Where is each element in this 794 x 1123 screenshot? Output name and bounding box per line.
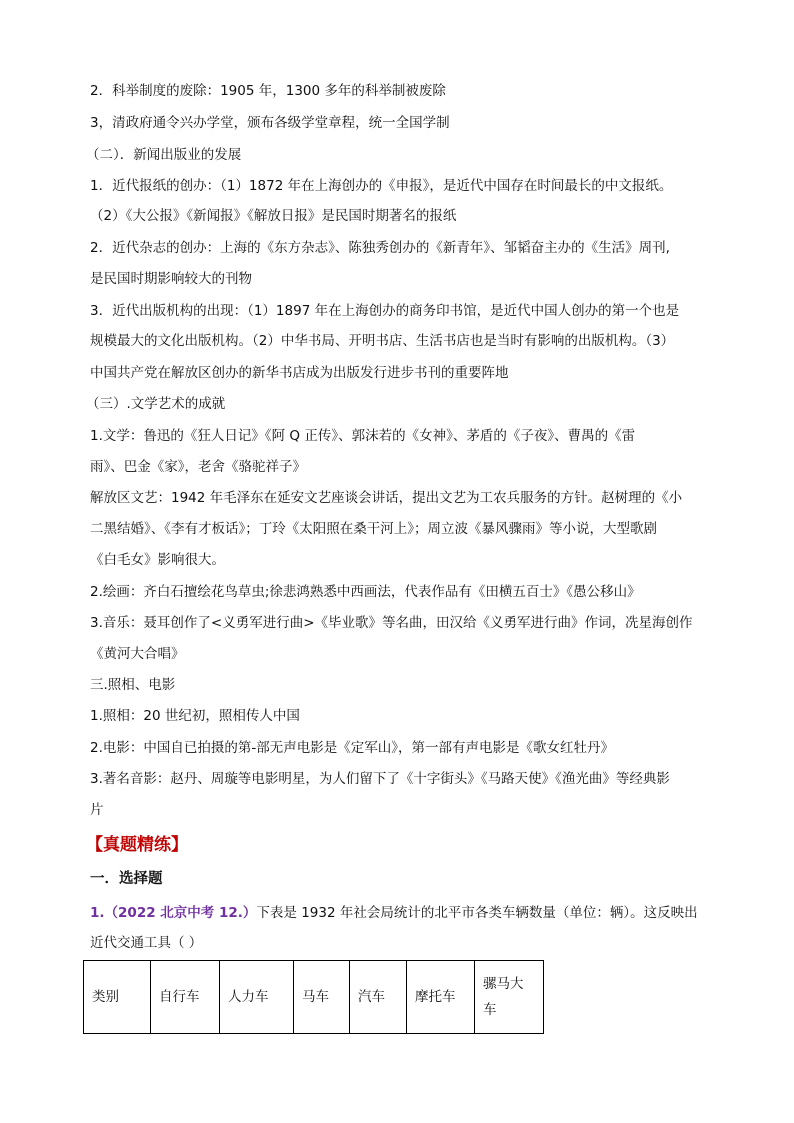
- table-row: [84, 961, 544, 1034]
- question-text-line-2: 近代交通工具（ ）: [90, 935, 203, 951]
- text-line: 2.电影：中国自已拍摄的第-部无声电影是《定军山》，第一部有声电影是《歌女红牡丹》: [90, 740, 615, 756]
- text-line: （2）《大公报》《新闻报》《解放日报》是民国时期著名的报纸: [90, 208, 457, 224]
- text-line: 《黄河大合唱》: [90, 646, 185, 662]
- text-line: 中国共产党在解放区创办的新华书店成为出版发行进步书刊的重要阵地: [90, 365, 509, 381]
- question-1: [90, 903, 730, 923]
- table-header-cell: 汽车: [350, 961, 407, 1034]
- table-header-cell: 摩托车: [407, 961, 475, 1034]
- subheading: （二）．新闻出版业的发展: [86, 147, 242, 163]
- table-header-cell: 骡马大车: [475, 961, 544, 1034]
- question-type-heading: 一．选择题: [90, 871, 163, 887]
- subheading: （三）.文学艺术的成就: [86, 396, 226, 412]
- question-source: （2022 北京中考 12.）: [104, 905, 257, 921]
- text-line: 2．近代杂志的创办：上海的《东方杂志》、陈独秀创办的《新青年》、邹韬奋主办的《生活》周刊,: [90, 240, 670, 256]
- text-line: 1．近代报纸的创办：（1）1872 年在上海创办的《申报》，是近代中国存在时间最长的中文报纸。: [90, 178, 673, 194]
- text-line: 雨》、巴金《家》，老舍《骆驼祥子》: [90, 459, 306, 475]
- text-line: 二黑结婚》、《李有才板话》；丁玲《太阳照在桑干河上》；周立波《暴风骤雨》等小说，大型歌剧: [90, 521, 657, 537]
- text-line: 3，清政府通令兴办学堂，颁布各级学堂章程，统一全国学制: [90, 115, 450, 131]
- text-line: 片: [90, 802, 104, 818]
- table-header-cell: 人力车: [220, 961, 294, 1034]
- table-header-cell: 自行车: [151, 961, 220, 1034]
- text-line: 3．近代出版机构的出现：（1）1897 年在上海创办的商务印书馆，是近代中国人创办的第一个也是: [90, 303, 680, 319]
- vehicle-table: [83, 960, 544, 1034]
- text-line: 3.音乐：聂耳创作了<义勇军进行曲>《毕业歌》等名曲，田汉给《义勇军进行曲》作词，冼星海创作: [90, 615, 693, 631]
- subheading: 三.照相、电影: [90, 677, 176, 693]
- section-title: 【真题精练】: [86, 835, 188, 855]
- table-header-cell: 马车: [294, 961, 350, 1034]
- text-line: 2.绘画：齐白石擅绘花鸟草虫;徐悲鸿熟悉中西画法，代表作品有《田横五百士》《愚公移山》: [90, 584, 641, 600]
- text-line: 2．科举制度的废除：1905 年，1300 多年的科举制被废除: [90, 83, 446, 99]
- table-header-cell: 类别: [84, 961, 151, 1034]
- text-line: 《白毛女》影响很大。: [90, 552, 225, 568]
- text-line: 规模最大的文化出版机构。（2）中华书局、开明书店、生活书店也是当时有影响的出版机构。（3）: [90, 333, 675, 349]
- question-number: 1.: [90, 905, 105, 921]
- question-text: 下表是 1932 年社会局统计的北平市各类车辆数量（单位：辆）。这反映出: [256, 905, 698, 921]
- text-line: 解放区文艺：1942 年毛泽东在延安文艺座谈会讲话，提出文艺为工农兵服务的方针。赵树理的《小: [90, 490, 683, 506]
- text-line: 是民国时期影响较大的刊物: [90, 271, 252, 287]
- text-line: 3.著名音影：赵丹、周璇等电影明星，为人们留下了《十字街头》《马路天使》《渔光曲》等经典影: [90, 771, 670, 787]
- text-line: 1.文学：鲁迅的《狂人日记》《阿 Q 正传》、郭沫若的《女神》、茅盾的《子夜》、曹禺的《雷: [90, 428, 636, 444]
- text-line: 1.照相：20 世纪初，照相传人中国: [90, 708, 300, 724]
